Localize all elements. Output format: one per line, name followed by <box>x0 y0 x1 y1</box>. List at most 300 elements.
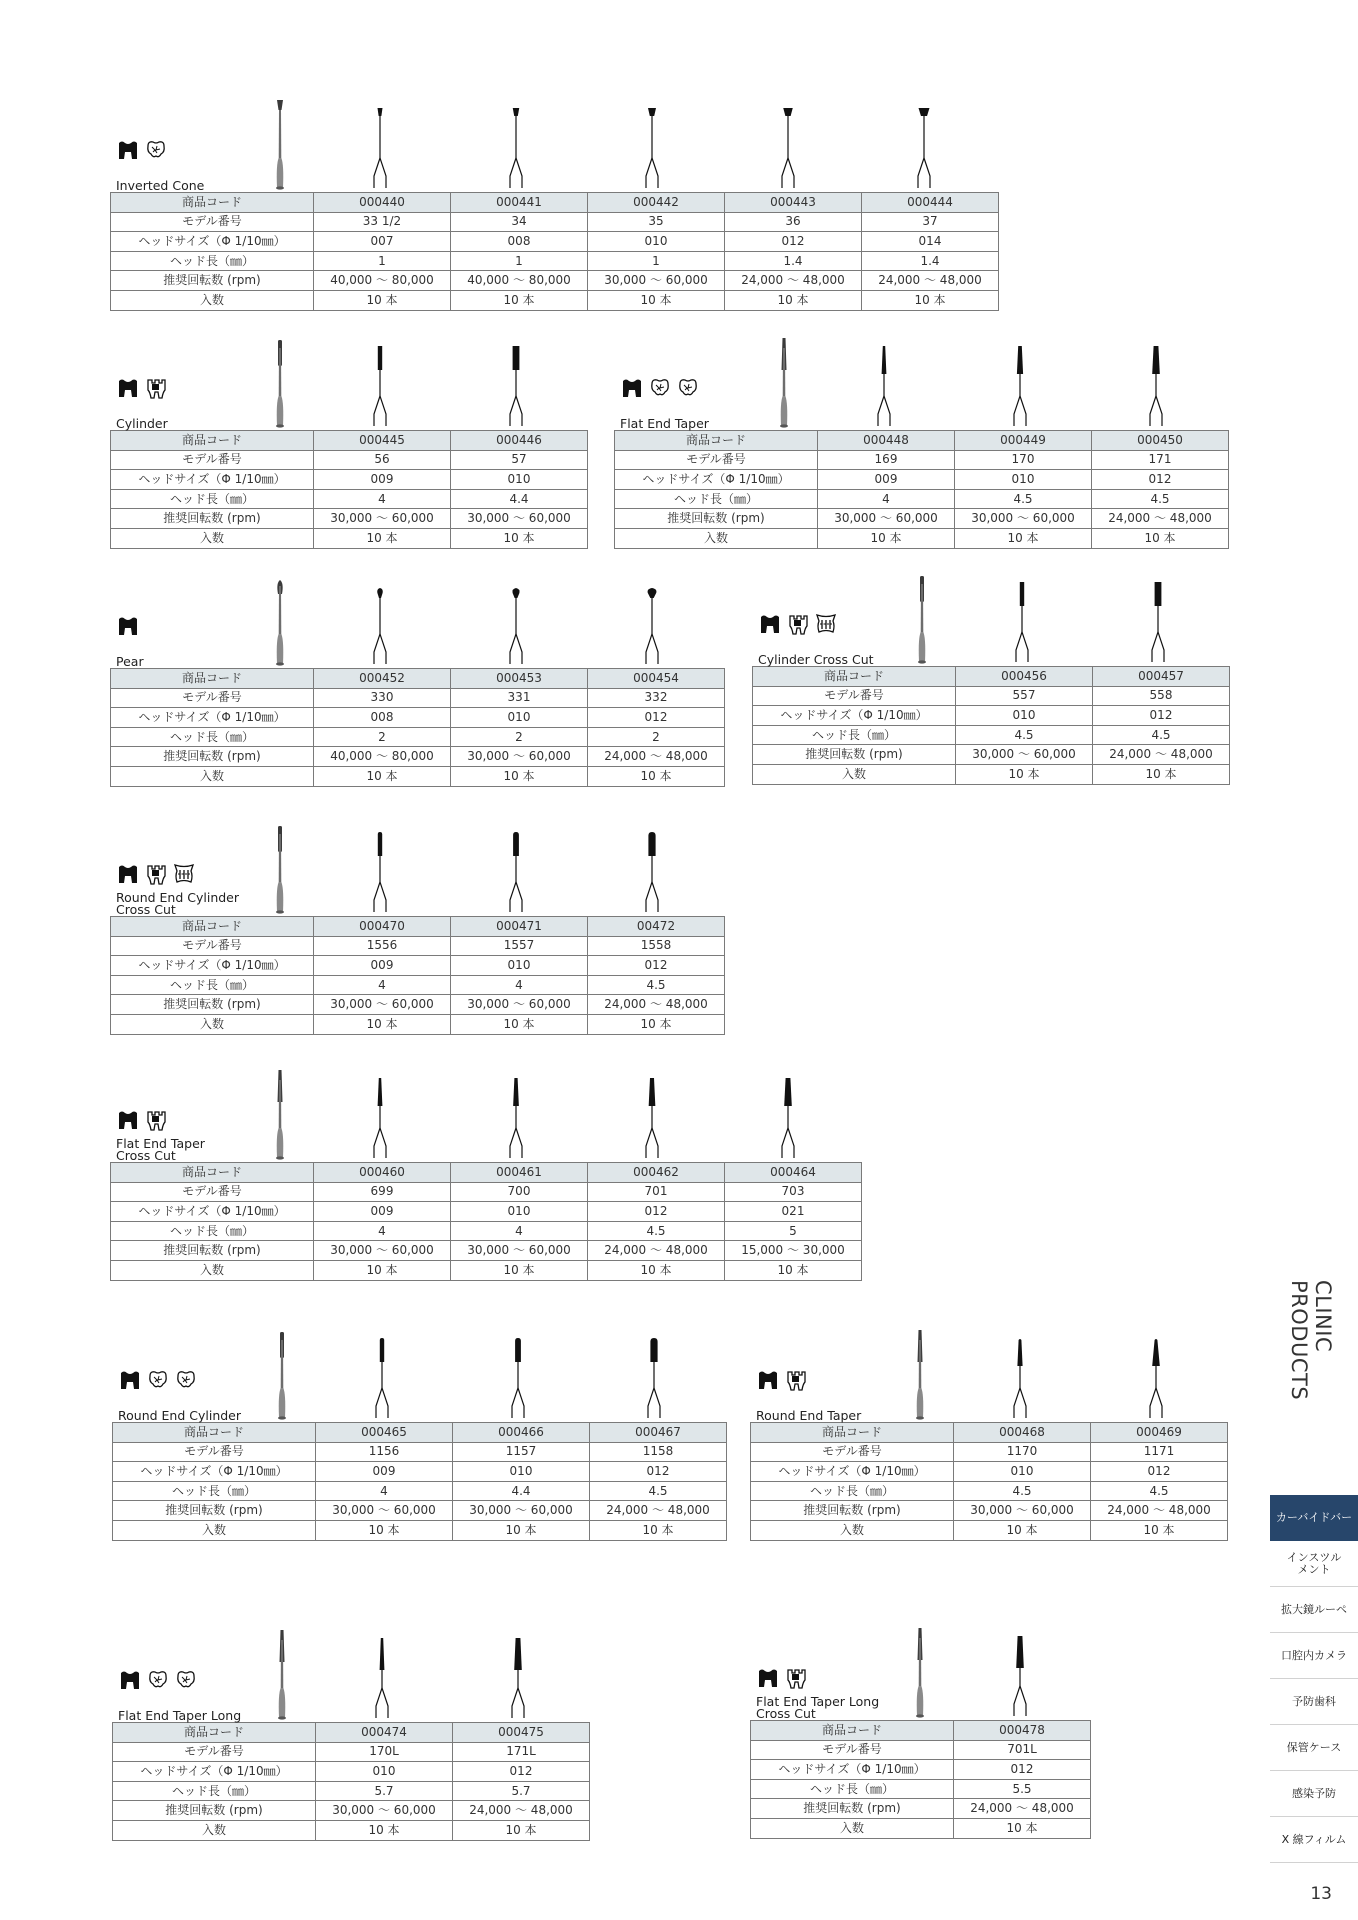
table-row <box>111 232 999 252</box>
spec-table <box>110 192 999 311</box>
table-cell: 5.7 <box>316 1781 453 1801</box>
table-cell: 558 <box>1093 686 1230 706</box>
table-cell: 30,000 ～ 60,000 <box>588 271 725 291</box>
table-cell: 4 <box>451 975 588 995</box>
row-label: 推奨回転数 (rpm) <box>751 1501 954 1521</box>
table-cell: 24,000 ～ 48,000 <box>1092 509 1229 529</box>
section-header <box>110 82 992 192</box>
table-cell: 171 <box>1092 450 1229 470</box>
bur-photo <box>773 336 795 428</box>
row-label: ヘッドサイズ（Φ 1/10㎜） <box>111 956 314 976</box>
table-cell: 24,000 ～ 48,000 <box>1093 745 1230 765</box>
table-cell: 010 <box>451 470 588 490</box>
table-cell: 000440 <box>314 193 451 213</box>
table-cell: 4 <box>314 489 451 509</box>
table-cell: 30,000 ～ 60,000 <box>453 1501 590 1521</box>
table-cell: 35 <box>588 212 725 232</box>
table-row <box>111 727 725 747</box>
spec-table <box>112 1722 590 1841</box>
section-header <box>614 320 1224 430</box>
section-header <box>110 558 720 668</box>
product-type-name: Round End Taper <box>756 1408 862 1423</box>
tooth-icon <box>116 1108 140 1136</box>
table-row <box>113 1442 727 1462</box>
section-header <box>112 1612 586 1722</box>
table-cell: 010 <box>954 1462 1091 1482</box>
table-cell: 699 <box>314 1182 451 1202</box>
table-cell: 10 本 <box>588 766 725 786</box>
row-label: モデル番号 <box>111 212 314 232</box>
section-header <box>110 1052 856 1162</box>
table-cell: 34 <box>451 212 588 232</box>
table-cell: 10 本 <box>725 290 862 310</box>
table-row <box>751 1818 1091 1838</box>
table-cell: 24,000 ～ 48,000 <box>453 1801 590 1821</box>
product-type-name: Flat End Taper <box>620 416 709 431</box>
spec-table <box>112 1422 727 1541</box>
bur-diagram <box>864 344 904 428</box>
bur-diagram <box>634 1336 674 1420</box>
row-label: ヘッドサイズ（Φ 1/10㎜） <box>113 1762 316 1782</box>
row-label: ヘッドサイズ（Φ 1/10㎜） <box>113 1462 316 1482</box>
table-row <box>111 995 725 1015</box>
table-row <box>111 193 999 213</box>
table-cell: 30,000 ～ 60,000 <box>956 745 1093 765</box>
table-cell: 10 本 <box>956 764 1093 784</box>
table-cell: 10 本 <box>1091 1520 1228 1540</box>
table-row <box>111 1182 862 1202</box>
row-label: モデル番号 <box>751 1740 954 1760</box>
molar-icon <box>144 376 168 404</box>
caries-icon <box>146 1368 170 1396</box>
bur-diagram <box>496 106 536 190</box>
bur-diagram <box>362 1636 402 1720</box>
bur-diagram <box>1002 580 1042 664</box>
table-cell: 701 <box>588 1182 725 1202</box>
table-cell: 24,000 ～ 48,000 <box>725 271 862 291</box>
table-cell: 1.4 <box>725 251 862 271</box>
table-row <box>111 489 588 509</box>
table-cell: 000465 <box>316 1423 453 1443</box>
table-cell: 009 <box>818 470 955 490</box>
table-row <box>111 251 999 271</box>
row-label: ヘッド長（㎜） <box>111 251 314 271</box>
table-cell: 010 <box>588 232 725 252</box>
crown-cut-icon <box>814 612 838 640</box>
row-label: ヘッドサイズ（Φ 1/10㎜） <box>751 1462 954 1482</box>
sidebar-item[interactable]: 予防歯科 <box>1270 1679 1358 1725</box>
table-cell: 012 <box>1092 470 1229 490</box>
table-cell: 1171 <box>1091 1442 1228 1462</box>
bur-photo <box>269 574 291 666</box>
indication-icons <box>620 376 700 404</box>
row-label: 推奨回転数 (rpm) <box>113 1801 316 1821</box>
table-cell: 000464 <box>725 1163 862 1183</box>
tooth-icon <box>118 1368 142 1396</box>
table-row <box>615 528 1229 548</box>
sidebar-item[interactable]: インスツル メント <box>1270 1541 1358 1587</box>
table-cell: 010 <box>451 956 588 976</box>
table-cell: 10 本 <box>955 528 1092 548</box>
bur-diagram <box>1000 1634 1040 1718</box>
section-header <box>112 1312 722 1422</box>
bur-photo <box>909 1626 931 1718</box>
bur-diagram <box>904 106 944 190</box>
table-cell: 1 <box>314 251 451 271</box>
table-cell: 10 本 <box>588 1014 725 1034</box>
bur-photo <box>269 336 291 428</box>
table-cell: 008 <box>451 232 588 252</box>
table-cell: 000466 <box>453 1423 590 1443</box>
row-label: 入数 <box>751 1818 954 1838</box>
table-cell: 30,000 ～ 60,000 <box>818 509 955 529</box>
bur-diagram <box>498 1336 538 1420</box>
indication-icons <box>118 1668 198 1696</box>
table-cell: 10 本 <box>314 290 451 310</box>
bur-diagram <box>1138 580 1178 664</box>
table-cell: 30,000 ～ 60,000 <box>316 1801 453 1821</box>
table-cell: 4.5 <box>590 1481 727 1501</box>
bur-photo <box>909 1328 931 1420</box>
product-section <box>110 558 725 787</box>
row-label: ヘッド長（㎜） <box>615 489 818 509</box>
table-cell: 4.5 <box>1091 1481 1228 1501</box>
table-row <box>751 1721 1091 1741</box>
table-cell: 24,000 ～ 48,000 <box>1091 1501 1228 1521</box>
molar-icon <box>784 1368 808 1396</box>
table-cell: 000450 <box>1092 431 1229 451</box>
table-cell: 4 <box>316 1481 453 1501</box>
section-header <box>110 320 584 430</box>
molar-icon <box>144 862 168 890</box>
table-cell: 009 <box>314 1202 451 1222</box>
table-cell: 1557 <box>451 936 588 956</box>
spec-table <box>110 668 725 787</box>
table-row <box>753 725 1230 745</box>
table-row <box>751 1481 1228 1501</box>
table-row <box>113 1762 590 1782</box>
tooth-icon <box>758 612 782 640</box>
row-label: モデル番号 <box>111 688 314 708</box>
table-cell: 4.5 <box>1092 489 1229 509</box>
row-label: 商品コード <box>111 431 314 451</box>
spec-table <box>110 430 588 549</box>
table-row <box>751 1740 1091 1760</box>
bur-photo <box>271 1628 293 1720</box>
indication-icons <box>116 1108 168 1136</box>
table-row <box>753 764 1230 784</box>
table-cell: 5 <box>725 1221 862 1241</box>
section-header <box>750 1312 1224 1422</box>
table-cell: 1170 <box>954 1442 1091 1462</box>
bur-diagram <box>496 830 536 914</box>
caries-icon <box>174 1368 198 1396</box>
molar-icon <box>786 612 810 640</box>
row-label: 商品コード <box>111 669 314 689</box>
table-cell: 33 1/2 <box>314 212 451 232</box>
table-cell: 10 本 <box>314 1014 451 1034</box>
table-cell: 000456 <box>956 667 1093 687</box>
row-label: 商品コード <box>113 1723 316 1743</box>
row-label: 推奨回転数 (rpm) <box>111 271 314 291</box>
table-cell: 000467 <box>590 1423 727 1443</box>
table-cell: 170 <box>955 450 1092 470</box>
table-cell: 000460 <box>314 1163 451 1183</box>
table-cell: 000443 <box>725 193 862 213</box>
table-cell: 10 本 <box>453 1520 590 1540</box>
table-cell: 000454 <box>588 669 725 689</box>
product-section <box>750 1312 1228 1541</box>
table-row <box>111 1221 862 1241</box>
row-label: 入数 <box>615 528 818 548</box>
sidebar-item[interactable]: X 線フィルム <box>1270 1817 1358 1863</box>
sidebar-item[interactable]: 感染予防 <box>1270 1771 1358 1817</box>
table-cell: 40,000 ～ 80,000 <box>314 271 451 291</box>
table-row <box>751 1760 1091 1780</box>
table-cell: 2 <box>588 727 725 747</box>
table-cell: 000474 <box>316 1723 453 1743</box>
bur-diagram <box>768 106 808 190</box>
row-label: ヘッド長（㎜） <box>751 1481 954 1501</box>
sidebar-item[interactable]: 口腔内カメラ <box>1270 1633 1358 1679</box>
product-section <box>752 556 1230 785</box>
row-label: ヘッド長（㎜） <box>751 1779 954 1799</box>
row-label: モデル番号 <box>113 1442 316 1462</box>
table-cell: 1157 <box>453 1442 590 1462</box>
indication-icons <box>116 862 196 890</box>
product-section <box>112 1312 727 1541</box>
bur-diagram <box>360 106 400 190</box>
table-cell: 4.5 <box>956 725 1093 745</box>
row-label: 推奨回転数 (rpm) <box>111 747 314 767</box>
table-cell: 56 <box>314 450 451 470</box>
table-cell: 4.5 <box>955 489 1092 509</box>
row-label: ヘッド長（㎜） <box>111 975 314 995</box>
row-label: 商品コード <box>751 1423 954 1443</box>
row-label: 推奨回転数 (rpm) <box>753 745 956 765</box>
table-cell: 012 <box>725 232 862 252</box>
row-label: モデル番号 <box>111 1182 314 1202</box>
table-row <box>111 936 725 956</box>
bur-diagram <box>362 1336 402 1420</box>
table-row <box>113 1520 727 1540</box>
table-cell: 000452 <box>314 669 451 689</box>
row-label: 入数 <box>111 766 314 786</box>
table-cell: 4.5 <box>954 1481 1091 1501</box>
row-label: モデル番号 <box>751 1442 954 1462</box>
molar-icon <box>784 1666 808 1694</box>
sidebar-title: CLINIC PRODUCTS <box>1287 1280 1335 1401</box>
table-row <box>111 450 588 470</box>
table-cell: 1 <box>451 251 588 271</box>
product-type-name: Inverted Cone <box>116 178 205 193</box>
table-row <box>111 509 588 529</box>
table-cell: 4 <box>314 975 451 995</box>
table-cell: 012 <box>588 1202 725 1222</box>
product-section <box>614 320 1229 549</box>
row-label: 推奨回転数 (rpm) <box>111 995 314 1015</box>
spec-table <box>110 916 725 1035</box>
spec-table <box>110 1162 862 1281</box>
table-row <box>615 489 1229 509</box>
table-cell: 4.4 <box>451 489 588 509</box>
table-cell: 2 <box>451 727 588 747</box>
table-cell: 57 <box>451 450 588 470</box>
row-label: ヘッド長（㎜） <box>111 489 314 509</box>
table-cell: 10 本 <box>954 1520 1091 1540</box>
table-cell: 1.4 <box>862 251 999 271</box>
table-row <box>111 1260 862 1280</box>
table-cell: 10 本 <box>314 1260 451 1280</box>
row-label: ヘッドサイズ（Φ 1/10㎜） <box>111 708 314 728</box>
bur-photo <box>271 1328 293 1420</box>
row-label: 入数 <box>751 1520 954 1540</box>
table-cell: 012 <box>590 1462 727 1482</box>
table-cell: 4.5 <box>588 975 725 995</box>
table-row <box>111 708 725 728</box>
table-row <box>113 1820 590 1840</box>
table-row <box>111 1202 862 1222</box>
row-label: モデル番号 <box>111 936 314 956</box>
table-cell: 4 <box>451 1221 588 1241</box>
row-label: 商品コード <box>615 431 818 451</box>
table-cell: 40,000 ～ 80,000 <box>314 747 451 767</box>
table-cell: 24,000 ～ 48,000 <box>590 1501 727 1521</box>
table-cell: 10 本 <box>316 1520 453 1540</box>
table-cell: 012 <box>453 1762 590 1782</box>
spec-table <box>750 1422 1228 1541</box>
spec-table <box>614 430 1229 549</box>
table-cell: 40,000 ～ 80,000 <box>451 271 588 291</box>
table-cell: 010 <box>453 1462 590 1482</box>
bur-diagram <box>496 344 536 428</box>
table-cell: 30,000 ～ 60,000 <box>451 1241 588 1261</box>
bur-diagram <box>1000 1336 1040 1420</box>
table-cell: 10 本 <box>451 528 588 548</box>
table-cell: 24,000 ～ 48,000 <box>588 1241 725 1261</box>
row-label: ヘッドサイズ（Φ 1/10㎜） <box>615 470 818 490</box>
table-cell: 4.5 <box>1093 725 1230 745</box>
bur-photo <box>269 98 291 190</box>
product-type-name: Round End Cylinder Cross Cut <box>116 890 240 917</box>
table-row <box>113 1423 727 1443</box>
row-label: 商品コード <box>111 193 314 213</box>
table-row <box>615 431 1229 451</box>
bur-diagram <box>768 1076 808 1160</box>
table-row <box>753 686 1230 706</box>
table-row <box>113 1481 727 1501</box>
table-cell: 10 本 <box>588 290 725 310</box>
row-label: ヘッドサイズ（Φ 1/10㎜） <box>111 470 314 490</box>
table-row <box>113 1462 727 1482</box>
table-row <box>111 1014 725 1034</box>
table-cell: 30,000 ～ 60,000 <box>314 995 451 1015</box>
row-label: ヘッド長（㎜） <box>111 727 314 747</box>
table-cell: 30,000 ～ 60,000 <box>314 509 451 529</box>
sidebar-item[interactable]: 拡大鏡ルーペ <box>1270 1587 1358 1633</box>
table-cell: 012 <box>1093 706 1230 726</box>
table-cell: 330 <box>314 688 451 708</box>
table-row <box>111 431 588 451</box>
row-label: 推奨回転数 (rpm) <box>111 509 314 529</box>
section-header <box>750 1610 1088 1720</box>
table-cell: 009 <box>316 1462 453 1482</box>
table-row <box>113 1501 727 1521</box>
table-cell: 00472 <box>588 917 725 937</box>
table-cell: 1 <box>588 251 725 271</box>
table-cell: 10 本 <box>316 1820 453 1840</box>
table-row <box>113 1781 590 1801</box>
table-row <box>751 1462 1228 1482</box>
product-type-name: Cylinder Cross Cut <box>758 652 874 667</box>
table-row <box>111 528 588 548</box>
sidebar-item[interactable]: 保管ケース <box>1270 1725 1358 1771</box>
table-cell: 1158 <box>590 1442 727 1462</box>
table-cell: 000453 <box>451 669 588 689</box>
table-cell: 15,000 ～ 30,000 <box>725 1241 862 1261</box>
table-row <box>111 956 725 976</box>
table-row <box>111 688 725 708</box>
product-section <box>110 1052 862 1281</box>
row-label: 推奨回転数 (rpm) <box>111 1241 314 1261</box>
table-cell: 30,000 ～ 60,000 <box>954 1501 1091 1521</box>
table-cell: 000468 <box>954 1423 1091 1443</box>
table-cell: 008 <box>314 708 451 728</box>
spec-table <box>752 666 1230 785</box>
table-cell: 5.7 <box>453 1781 590 1801</box>
product-section <box>110 320 588 549</box>
table-row <box>111 212 999 232</box>
table-cell: 171L <box>453 1742 590 1762</box>
bur-diagram <box>498 1636 538 1720</box>
table-row <box>753 745 1230 765</box>
table-cell: 10 本 <box>818 528 955 548</box>
tooth-icon <box>116 614 140 642</box>
row-label: ヘッド長（㎜） <box>111 1221 314 1241</box>
product-section <box>110 806 725 1035</box>
table-cell: 000457 <box>1093 667 1230 687</box>
bur-diagram <box>1136 344 1176 428</box>
table-row <box>111 1163 862 1183</box>
table-cell: 700 <box>451 1182 588 1202</box>
table-cell: 000478 <box>954 1721 1091 1741</box>
row-label: 入数 <box>113 1520 316 1540</box>
table-row <box>111 917 725 937</box>
table-cell: 10 本 <box>314 528 451 548</box>
table-cell: 000461 <box>451 1163 588 1183</box>
table-cell: 10 本 <box>451 1260 588 1280</box>
table-cell: 30,000 ～ 60,000 <box>314 1241 451 1261</box>
product-section <box>750 1610 1091 1839</box>
table-cell: 331 <box>451 688 588 708</box>
table-cell: 24,000 ～ 48,000 <box>954 1799 1091 1819</box>
sidebar-item[interactable]: カーバイドバー <box>1270 1495 1358 1541</box>
table-cell: 000441 <box>451 193 588 213</box>
table-cell: 009 <box>314 470 451 490</box>
indication-icons <box>758 612 838 640</box>
table-cell: 30,000 ～ 60,000 <box>316 1501 453 1521</box>
table-cell: 000449 <box>955 431 1092 451</box>
table-row <box>113 1801 590 1821</box>
table-cell: 010 <box>955 470 1092 490</box>
table-row <box>111 1241 862 1261</box>
table-cell: 10 本 <box>954 1818 1091 1838</box>
row-label: 商品コード <box>111 917 314 937</box>
table-cell: 10 本 <box>590 1520 727 1540</box>
tooth-icon <box>116 862 140 890</box>
table-row <box>111 669 725 689</box>
table-cell: 557 <box>956 686 1093 706</box>
